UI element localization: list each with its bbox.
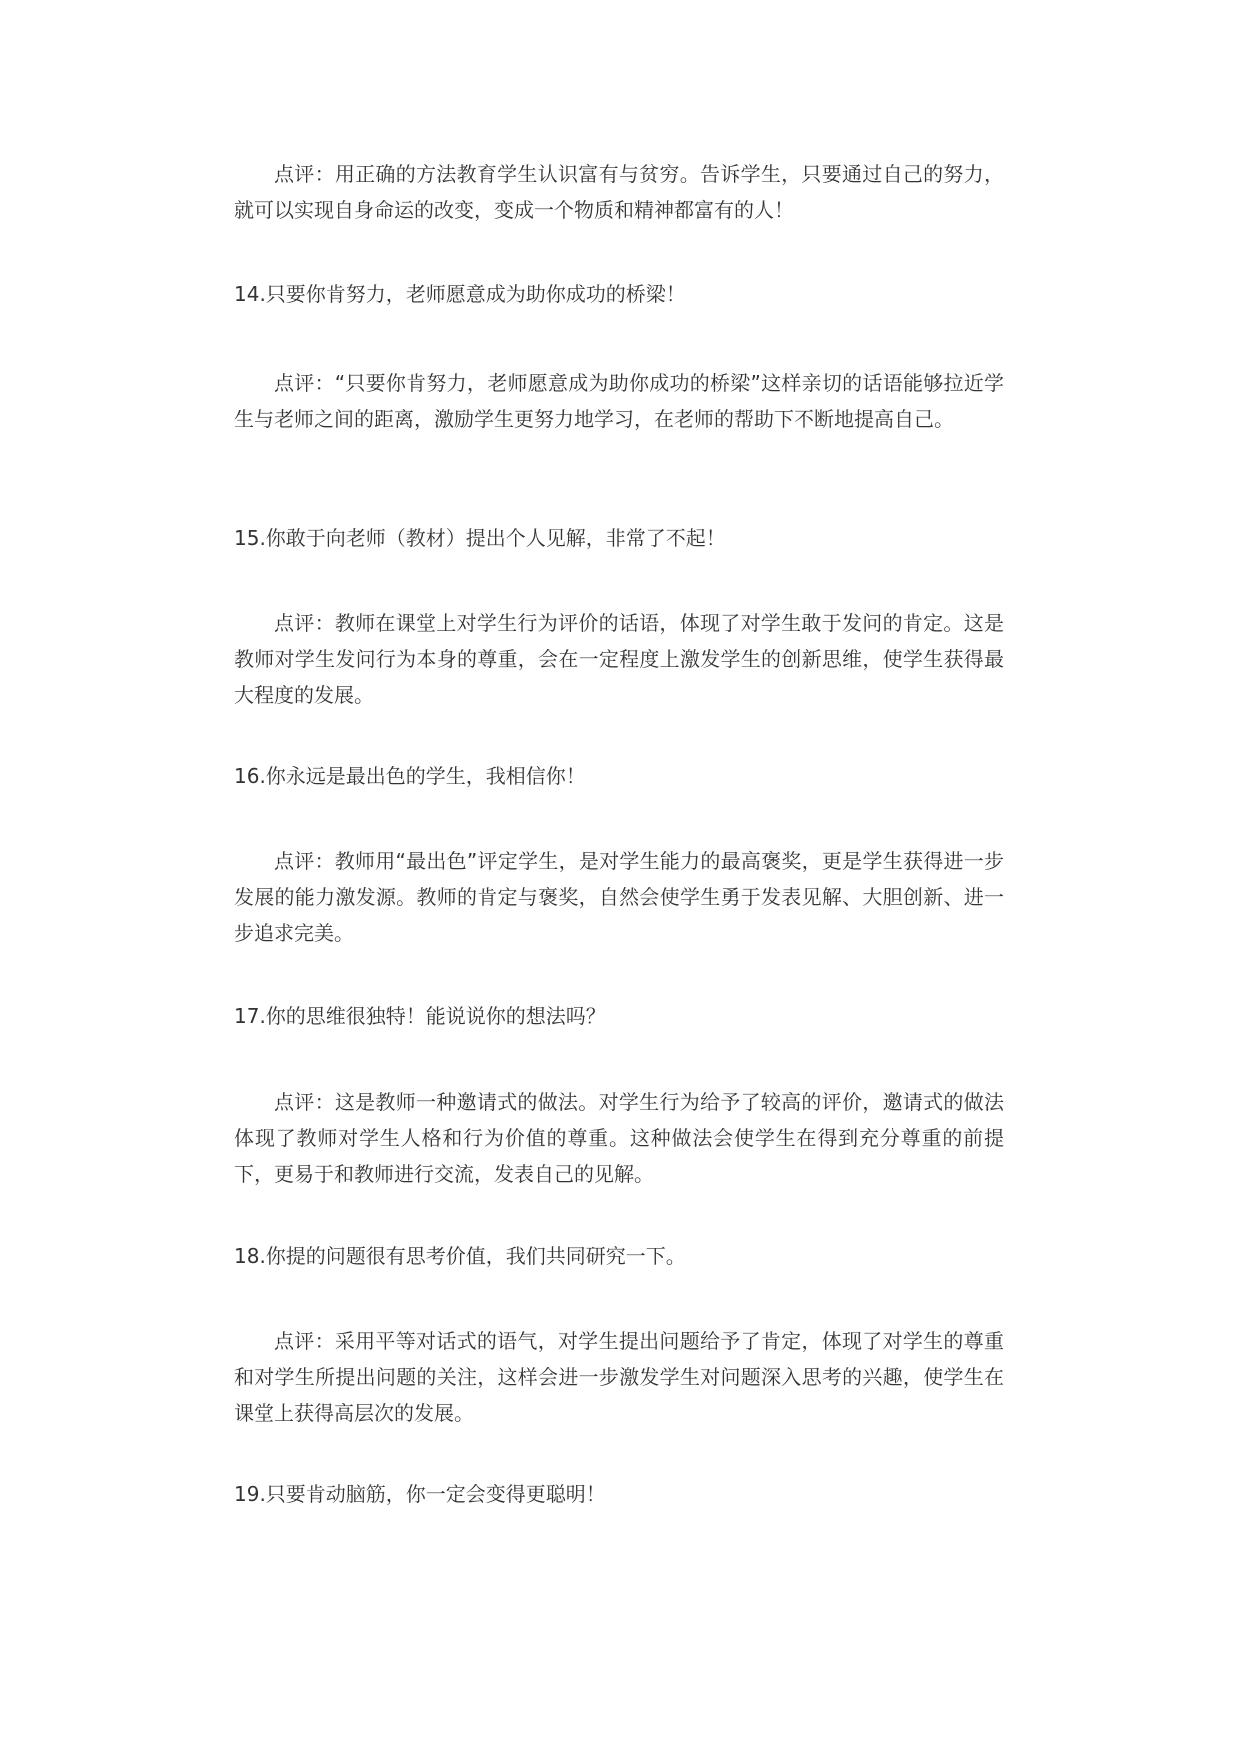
- item-heading-16: 16.你永远是最出色的学生，我相信你！: [234, 764, 586, 788]
- item-heading-18: 18.你提的问题很有思考价值，我们共同研究一下。: [234, 1244, 686, 1268]
- comment-paragraph: 点评：采用平等对话式的语气，对学生提出问题给予了肯定，体现了对学生的尊重和对学生所提出问题的关注，这样会进一步激发学生对问题深入思考的兴趣，使学生在课堂上获得高层次的发展。: [234, 1329, 1004, 1425]
- item-heading-15: 15.你敢于向老师（教材）提出个人见解，非常了不起！: [234, 526, 726, 550]
- comment-paragraph: 点评：这是教师一种邀请式的做法。对学生行为给予了较高的评价，邀请式的做法体现了教师对学生人格和行为价值的尊重。这种做法会使学生在得到充分尊重的前提下，更易于和教师进行交流，发表自己的见解。: [234, 1090, 1004, 1186]
- comment-paragraph: 点评：用正确的方法教育学生认识富有与贫穷。告诉学生，只要通过自己的努力，就可以实现自身命运的改变，变成一个物质和精神都富有的人！: [234, 162, 1004, 222]
- item-heading-14: 14.只要你肯努力，老师愿意成为助你成功的桥梁！: [234, 282, 686, 306]
- comment-paragraph: 点评：教师用“最出色”评定学生，是对学生能力的最高褒奖，更是学生获得进一步发展的能力激发源。教师的肯定与褒奖，自然会使学生勇于发表见解、大胆创新、进一步追求完美。: [234, 849, 1004, 945]
- item-heading-17: 17.你的思维很独特！能说说你的想法吗？: [234, 1004, 606, 1028]
- comment-paragraph: 点评：教师在课堂上对学生行为评价的话语，体现了对学生敢于发问的肯定。这是教师对学生发问行为本身的尊重，会在一定程度上激发学生的创新思维，使学生获得最大程度的发展。: [234, 611, 1004, 707]
- item-heading-19: 19.只要肯动脑筋，你一定会变得更聪明！: [234, 1482, 606, 1506]
- comment-paragraph: 点评：“只要你肯努力，老师愿意成为助你成功的桥梁”这样亲切的话语能够拉近学生与老师之间的距离，激励学生更努力地学习，在老师的帮助下不断地提高自己。: [234, 371, 1004, 431]
